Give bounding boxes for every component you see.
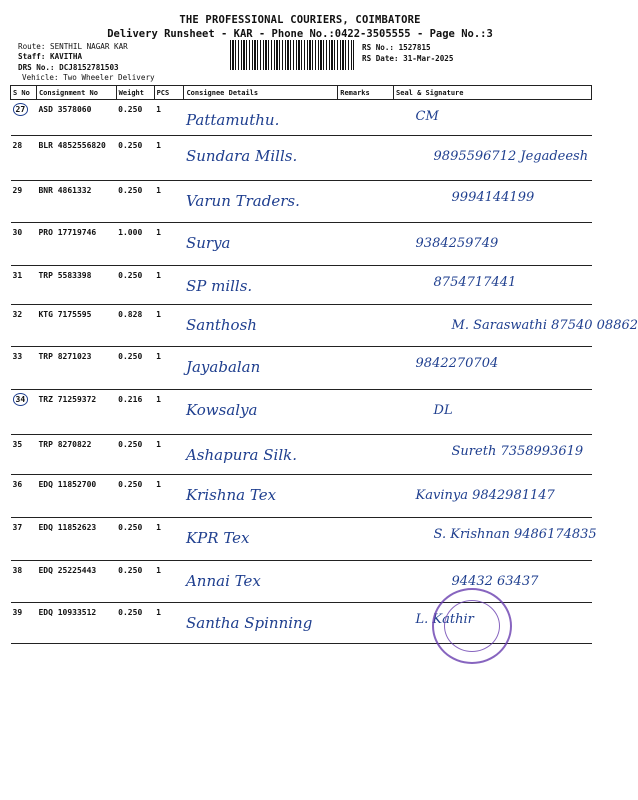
sno-text: 38 — [12, 566, 23, 575]
consignee-text: Pattamuthu. — [185, 111, 280, 129]
weight-text: 1.000 — [118, 228, 143, 237]
signature-text: CM — [415, 109, 439, 124]
pcs-cell — [154, 100, 184, 136]
weight-text: 0.250 — [118, 186, 143, 195]
signature-text: Sureth 7358993619 — [451, 444, 584, 459]
sno-cell — [11, 347, 37, 390]
consignee-cell — [184, 181, 338, 223]
consignment-text: EDQ 11852700 — [38, 480, 97, 489]
sno-cell — [11, 603, 37, 644]
signature-text: 9994144199 — [451, 190, 535, 205]
consignee-cell — [184, 518, 338, 561]
col-consignment: Consignment No — [36, 86, 116, 100]
sno-text: 36 — [12, 480, 23, 489]
weight-text: 0.250 — [118, 141, 143, 150]
consignment-cell — [36, 305, 116, 347]
pcs-text: 1 — [156, 395, 161, 404]
rs-no-value: 1527815 — [398, 43, 431, 52]
consignment-cell — [36, 100, 116, 136]
consignee-cell — [184, 347, 338, 390]
weight-text: 0.216 — [118, 395, 143, 404]
signature-text: S. Krishnan 9486174835 — [433, 527, 597, 542]
weight-text: 0.250 — [118, 271, 143, 280]
table-row — [11, 136, 592, 181]
pcs-text: 1 — [156, 440, 161, 449]
pcs-text: 1 — [156, 271, 161, 280]
sno-text: 35 — [12, 440, 23, 449]
pcs-text: 1 — [156, 228, 161, 237]
rs-date-label: RS Date: — [362, 54, 399, 63]
remarks-cell — [338, 603, 394, 644]
consignee-cell — [184, 475, 338, 518]
table-row — [11, 561, 592, 603]
sno-cell — [11, 223, 37, 266]
company-title: THE PROFESSIONAL COURIERS, COIMBATORE — [179, 14, 421, 26]
consignment-cell — [36, 603, 116, 644]
sno-text: 33 — [12, 352, 23, 361]
table-row — [11, 266, 592, 305]
rs-no-line — [362, 43, 431, 52]
drs-line — [18, 63, 119, 72]
weight-cell — [116, 181, 154, 223]
consignment-cell — [36, 223, 116, 266]
signature-text: L. Kathir — [415, 612, 474, 627]
sno-text: 30 — [12, 228, 23, 237]
consignment-cell — [36, 347, 116, 390]
sno-text: 34 — [13, 393, 29, 406]
remarks-cell — [338, 347, 394, 390]
table-row — [11, 305, 592, 347]
consignee-text: Varun Traders. — [185, 192, 300, 210]
weight-cell — [116, 435, 154, 475]
remarks-cell — [338, 561, 394, 603]
remarks-cell — [338, 475, 394, 518]
pcs-cell — [154, 223, 184, 266]
table-row — [11, 435, 592, 475]
staff-value: KAVITHA — [50, 52, 83, 61]
route-label: Route: — [18, 42, 46, 51]
pcs-cell — [154, 266, 184, 305]
consignment-cell — [36, 561, 116, 603]
sno-text: 29 — [12, 186, 23, 195]
sno-text: 31 — [12, 271, 23, 280]
signature-cell — [394, 305, 638, 347]
consignment-cell — [36, 435, 116, 475]
consignee-text: Ashapura Silk. — [185, 446, 297, 464]
weight-cell — [116, 305, 154, 347]
consignment-text: TRP 8270822 — [38, 440, 92, 449]
pcs-cell — [154, 181, 184, 223]
remarks-cell — [338, 266, 394, 305]
consignment-cell — [36, 518, 116, 561]
signature-text: 8754717441 — [433, 275, 517, 290]
consignment-text: PRO 17719746 — [38, 228, 97, 237]
weight-text: 0.250 — [118, 566, 143, 575]
col-remarks: Remarks — [338, 86, 394, 100]
table-header-row — [11, 86, 592, 100]
drs-value: DCJ8152781503 — [59, 63, 119, 72]
col-weight: Weight — [116, 86, 154, 100]
weight-cell — [116, 136, 154, 181]
consignee-text: KPR Tex — [185, 529, 250, 547]
signature-cell — [394, 518, 597, 561]
pcs-text: 1 — [156, 608, 161, 617]
remarks-cell — [338, 305, 394, 347]
consignee-text: Santhosh — [185, 316, 257, 334]
consignee-text: Kowsalya — [185, 401, 258, 419]
weight-text: 0.250 — [118, 523, 143, 532]
table-row — [11, 347, 592, 390]
consignment-text: BLR 4852556820 — [38, 141, 106, 150]
remarks-cell — [338, 100, 394, 136]
weight-cell — [116, 475, 154, 518]
staff-label: Staff: — [18, 52, 46, 61]
consignment-cell — [36, 181, 116, 223]
remarks-cell — [338, 435, 394, 475]
pcs-text: 1 — [156, 523, 161, 532]
remarks-cell — [338, 518, 394, 561]
route-line — [18, 42, 128, 51]
signature-cell — [394, 475, 592, 518]
consignee-text: Sundara Mills. — [185, 147, 298, 165]
pcs-text: 1 — [156, 566, 161, 575]
rs-no-label: RS No.: — [362, 43, 395, 52]
weight-cell — [116, 518, 154, 561]
sno-cell — [11, 305, 37, 347]
sno-cell — [11, 435, 37, 475]
consignee-text: SP mills. — [185, 277, 253, 295]
pcs-text: 1 — [156, 141, 161, 150]
pcs-cell — [154, 305, 184, 347]
consignment-cell — [36, 136, 116, 181]
signature-text: 9384259749 — [415, 236, 499, 251]
barcode-image — [230, 40, 354, 70]
pcs-cell — [154, 603, 184, 644]
consignment-text: EDQ 10933512 — [38, 608, 97, 617]
sno-cell — [11, 181, 37, 223]
consignment-text: EDQ 25225443 — [38, 566, 97, 575]
consignee-text: Krishna Tex — [185, 486, 277, 504]
weight-text: 0.828 — [118, 310, 143, 319]
table-row — [11, 390, 592, 435]
col-sno: S No — [11, 86, 37, 100]
consignment-text: BNR 4861332 — [38, 186, 92, 195]
weight-cell — [116, 561, 154, 603]
sno-cell — [11, 518, 37, 561]
rs-date-value: 31-Mar-2025 — [403, 54, 454, 63]
consignment-text: EDQ 11852623 — [38, 523, 97, 532]
pcs-cell — [154, 518, 184, 561]
sno-cell — [11, 475, 37, 518]
pcs-cell — [154, 435, 184, 475]
pcs-cell — [154, 390, 184, 435]
consignment-text: TRP 8271023 — [38, 352, 92, 361]
pcs-cell — [154, 561, 184, 603]
consignee-cell — [184, 435, 338, 475]
remarks-cell — [338, 136, 394, 181]
vehicle-label: Vehicle: — [22, 73, 59, 82]
signature-cell — [394, 223, 592, 266]
consignment-cell — [36, 475, 116, 518]
runsheet-table — [10, 85, 638, 644]
sno-cell — [11, 266, 37, 305]
consignee-cell — [184, 223, 338, 266]
col-pcs: PCS — [154, 86, 184, 100]
table-row — [11, 181, 592, 223]
weight-text: 0.250 — [118, 608, 143, 617]
sno-text: 32 — [12, 310, 23, 319]
consignment-cell — [36, 390, 116, 435]
signature-text: 9842270704 — [415, 356, 499, 371]
pcs-cell — [154, 136, 184, 181]
consignment-cell — [36, 266, 116, 305]
consignee-cell — [184, 390, 338, 435]
consignment-text: TRZ 71259372 — [38, 395, 97, 404]
signature-text: 9895596712 Jegadeesh — [433, 149, 589, 164]
table-row — [11, 223, 592, 266]
signature-cell — [394, 390, 592, 435]
sno-text: 39 — [12, 608, 23, 617]
consignment-text: ASD 3578060 — [38, 105, 92, 114]
pcs-text: 1 — [156, 186, 161, 195]
signature-cell — [394, 100, 592, 136]
consignee-cell — [184, 136, 338, 181]
table-row — [11, 518, 592, 561]
pcs-text: 1 — [156, 480, 161, 489]
pcs-text: 1 — [156, 105, 161, 114]
weight-text: 0.250 — [118, 440, 143, 449]
weight-text: 0.250 — [118, 480, 143, 489]
weight-text: 0.250 — [118, 352, 143, 361]
signature-cell — [394, 435, 592, 475]
remarks-cell — [338, 181, 394, 223]
consignee-text: Jayabalan — [185, 358, 261, 376]
signature-cell — [394, 181, 592, 223]
table-row — [11, 475, 592, 518]
pcs-text: 1 — [156, 310, 161, 319]
vehicle-value: Two Wheeler Delivery — [63, 73, 155, 82]
consignee-cell — [184, 603, 338, 644]
route-value: SENTHIL NAGAR KAR — [50, 42, 128, 51]
weight-cell — [116, 390, 154, 435]
weight-cell — [116, 100, 154, 136]
drs-label: DRS No.: — [18, 63, 55, 72]
col-signature: Seal & Signature — [394, 86, 592, 100]
table-row — [11, 100, 592, 136]
weight-cell — [116, 603, 154, 644]
pcs-text: 1 — [156, 352, 161, 361]
remarks-cell — [338, 390, 394, 435]
weight-cell — [116, 266, 154, 305]
signature-text: M. Saraswathi 87540 08862 — [451, 318, 638, 333]
weight-cell — [116, 347, 154, 390]
sno-cell — [11, 100, 37, 136]
sno-cell — [11, 561, 37, 603]
sno-text: 28 — [12, 141, 23, 150]
consignee-cell — [184, 266, 338, 305]
sno-text: 37 — [12, 523, 23, 532]
consignee-cell — [184, 561, 338, 603]
remarks-cell — [338, 223, 394, 266]
signature-text: 94432 63437 — [451, 574, 539, 589]
pcs-cell — [154, 475, 184, 518]
signature-cell — [394, 347, 592, 390]
vehicle-line — [22, 73, 155, 82]
signature-cell — [394, 266, 592, 305]
consignment-text: KTG 7175595 — [38, 310, 92, 319]
consignee-text: Annai Tex — [185, 572, 261, 590]
consignee-cell — [184, 305, 338, 347]
rs-date-line — [362, 54, 453, 63]
runsheet-title: Delivery Runsheet - KAR - Phone No.:0422-3505555 - Page No.:3 — [107, 28, 493, 40]
signature-cell — [394, 136, 592, 181]
signature-text: DL — [433, 403, 453, 418]
consignee-text: Santha Spinning — [185, 614, 313, 632]
company-seal-stamp — [432, 588, 512, 664]
staff-line — [18, 52, 82, 61]
sno-text: 27 — [13, 103, 29, 116]
sno-cell — [11, 136, 37, 181]
col-consignee: Consignee Details — [184, 86, 338, 100]
weight-cell — [116, 223, 154, 266]
signature-text: Kavinya 9842981147 — [415, 488, 555, 503]
sno-cell — [11, 390, 37, 435]
pcs-cell — [154, 347, 184, 390]
consignee-cell — [184, 100, 338, 136]
consignment-text: TRP 5583398 — [38, 271, 92, 280]
consignee-text: Surya — [185, 234, 231, 252]
weight-text: 0.250 — [118, 105, 143, 114]
